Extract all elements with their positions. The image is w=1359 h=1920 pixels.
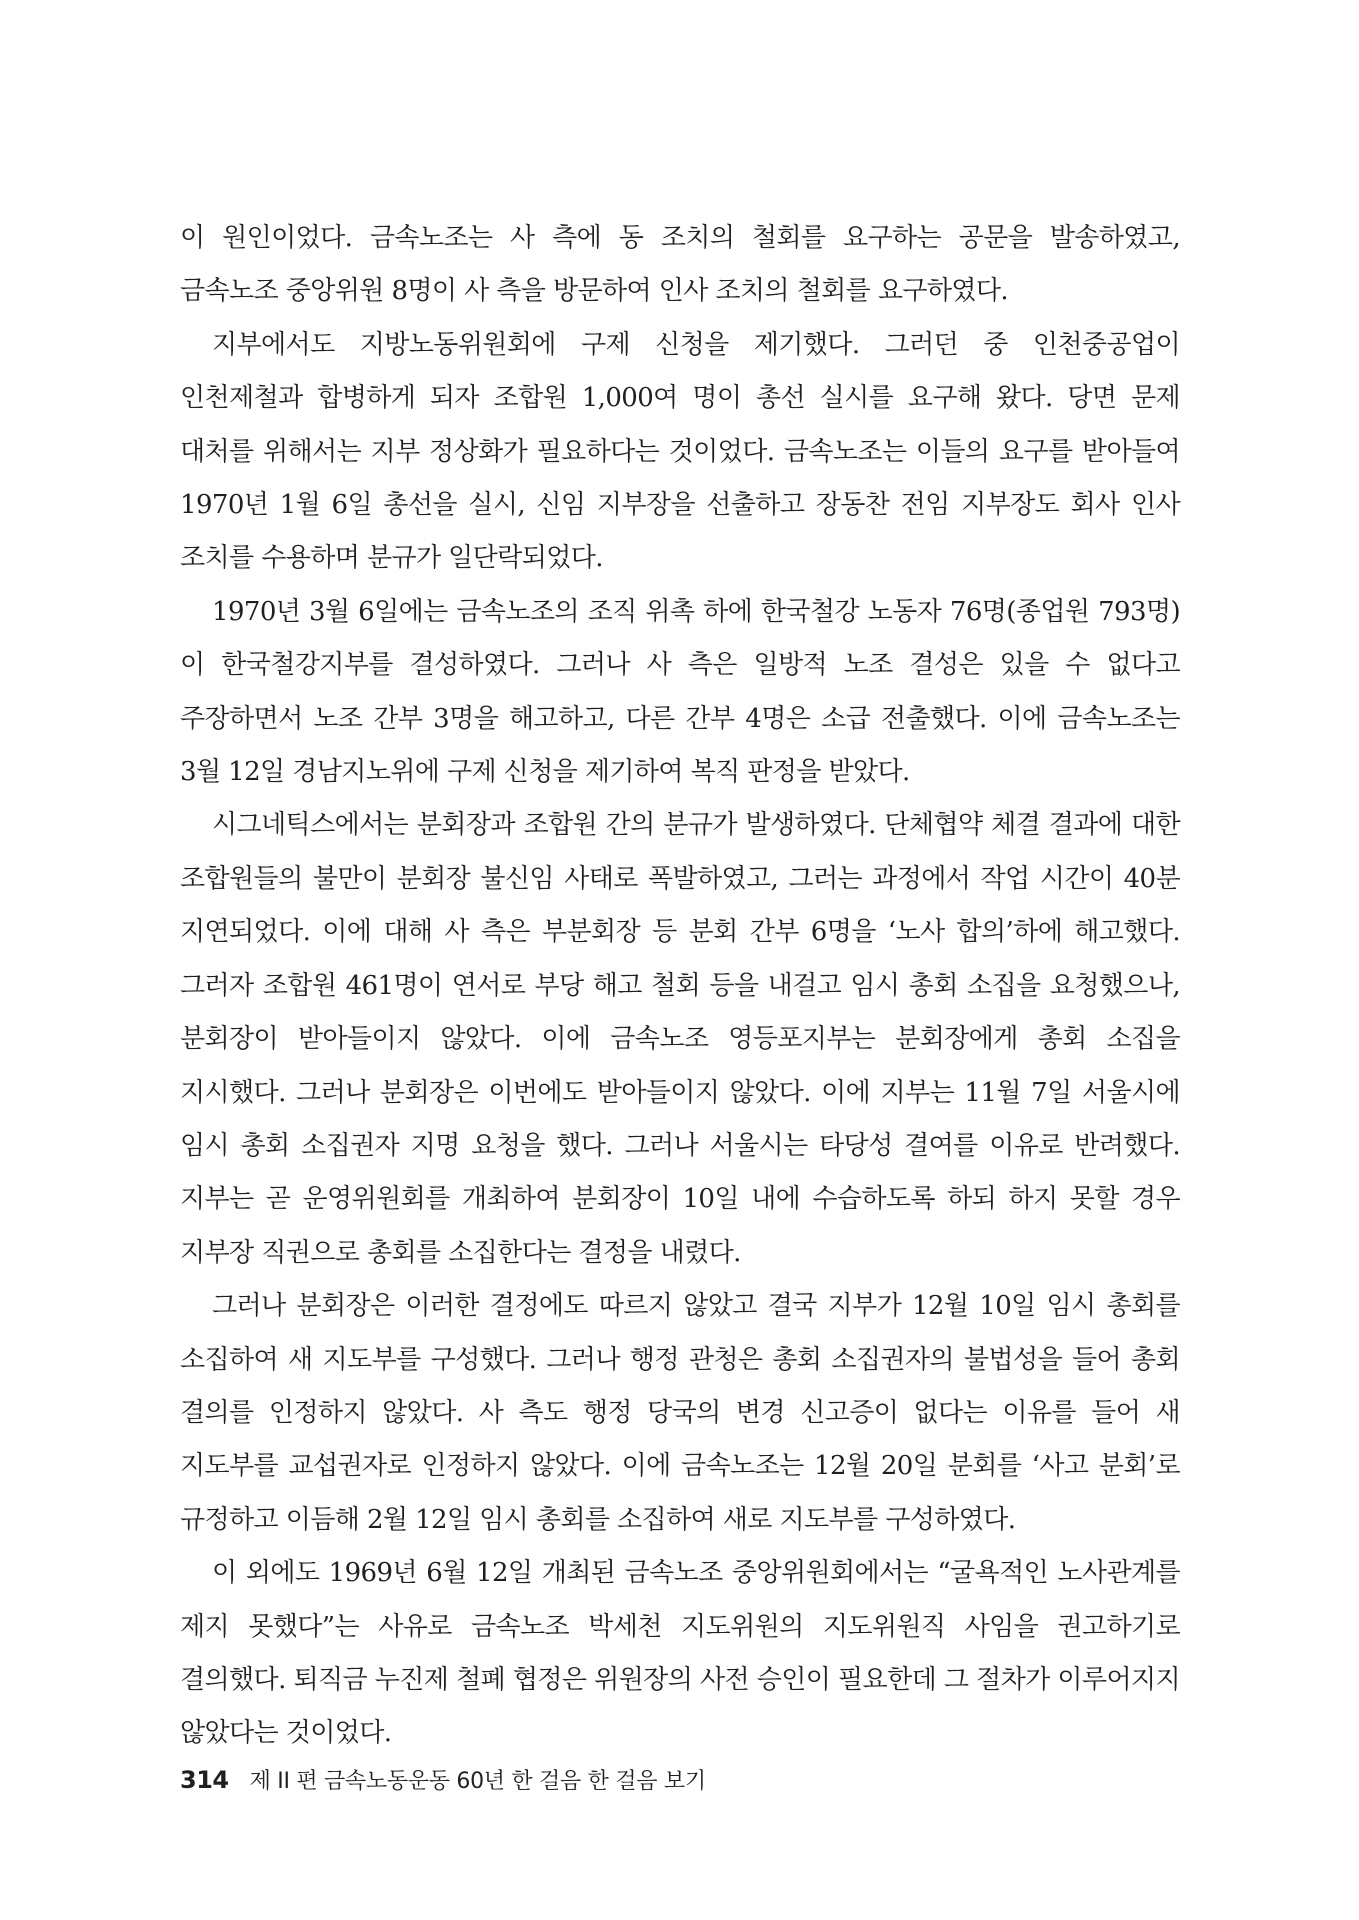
running-title: 제 II 편 금속노동운동 60년 한 걸음 한 걸음 보기: [249, 1769, 706, 1794]
page-number: 314: [180, 1766, 229, 1794]
body-text: [180, 212, 1180, 1761]
paragraph-continuation: 이 원인이었다. 금속노조는 사 측에 동 조치의 철회를 요구하는 공문을 발송하였고, 금속노조 중앙위원 8명이 사 측을 방문하여 인사 조치의 철회를 요구하였다.: [180, 223, 1180, 307]
page-footer: [180, 1764, 706, 1795]
paragraph-signetics: 시그네틱스에서는 분회장과 조합원 간의 분규가 발생하였다. 단체협약 체결 결과에 대한 조합원들의 불만이 분회장 불신임 사태로 폭발하였고, 그러는 과정에서 작업 시간이 40분 지연되었다. 이에 대해 사 측은 부분회장 등 분회 간부 6명을 ‘노사 합의’하에 해고했다. 그러자 조합원 461명이 연서로 부당 해고 철회 등을 내걸고 임시 총회 소집을 요청했으나, 분회장이 받아들이지 않았다. 이에 금속노조 영등포지부는 분회장에게 총회 소집을 지시했다. 그러나 분회장은 이번에도 받아들이지 않았다. 이에 지부는 11월 7일 서울시에 임시 총회 소집권자 지명 요청을 했다. 그러나 서울시는 타당성 결여를 이유로 반려했다. 지부는 곧 운영위원회를 개최하여 분회장이 10일 내에 수습하도록 하되 하지 못할 경우 지부장 직권으로 총회를 소집한다는 결정을 내렸다.: [180, 810, 1180, 1268]
paragraph-central-committee: 이 외에도 1969년 6월 12일 개최된 금속노조 중앙위원회에서는 “굴욕적인 노사관계를 제지 못했다”는 사유로 금속노조 박세천 지도위원의 지도위원직 사임을 권고하기로 결의했다. 퇴직금 누진제 철폐 협정은 위원장의 사전 승인이 필요한데 그 절차가 이루어지지 않았다는 것이었다.: [180, 1558, 1180, 1749]
paragraph-incheon-branch: 지부에서도 지방노동위원회에 구제 신청을 제기했다. 그러던 중 인천중공업이 인천제철과 합병하게 되자 조합원 1,000여 명이 총선 실시를 요구해 왔다. 당면 문제 대처를 위해서는 지부 정상화가 필요하다는 것이었다. 금속노조는 이들의 요구를 받아들여 1970년 1월 6일 총선을 실시, 신임 지부장을 선출하고 장동찬 전임 지부장도 회사 인사 조치를 수용하며 분규가 일단락되었다.: [180, 329, 1180, 574]
paragraph-new-leadership: 그러나 분회장은 이러한 결정에도 따르지 않았고 결국 지부가 12월 10일 임시 총회를 소집하여 새 지도부를 구성했다. 그러나 행정 관청은 총회 소집권자의 불법성을 들어 총회 결의를 인정하지 않았다. 사 측도 행정 당국의 변경 신고증이 없다는 이유를 들어 새 지도부를 교섭권자로 인정하지 않았다. 이에 금속노조는 12월 20일 분회를 ‘사고 분회’로 규정하고 이듬해 2월 12일 임시 총회를 소집하여 새로 지도부를 구성하였다.: [180, 1291, 1180, 1535]
paragraph-korea-steel: 1970년 3월 6일에는 금속노조의 조직 위촉 하에 한국철강 노동자 76명(종업원 793명)이 한국철강지부를 결성하였다. 그러나 사 측은 일방적 노조 결성은 있을 수 없다고 주장하면서 노조 간부 3명을 해고하고, 다른 간부 4명은 소급 전출했다. 이에 금속노조는 3월 12일 경남지노위에 구제 신청을 제기하여 복직 판정을 받았다.: [180, 596, 1180, 788]
